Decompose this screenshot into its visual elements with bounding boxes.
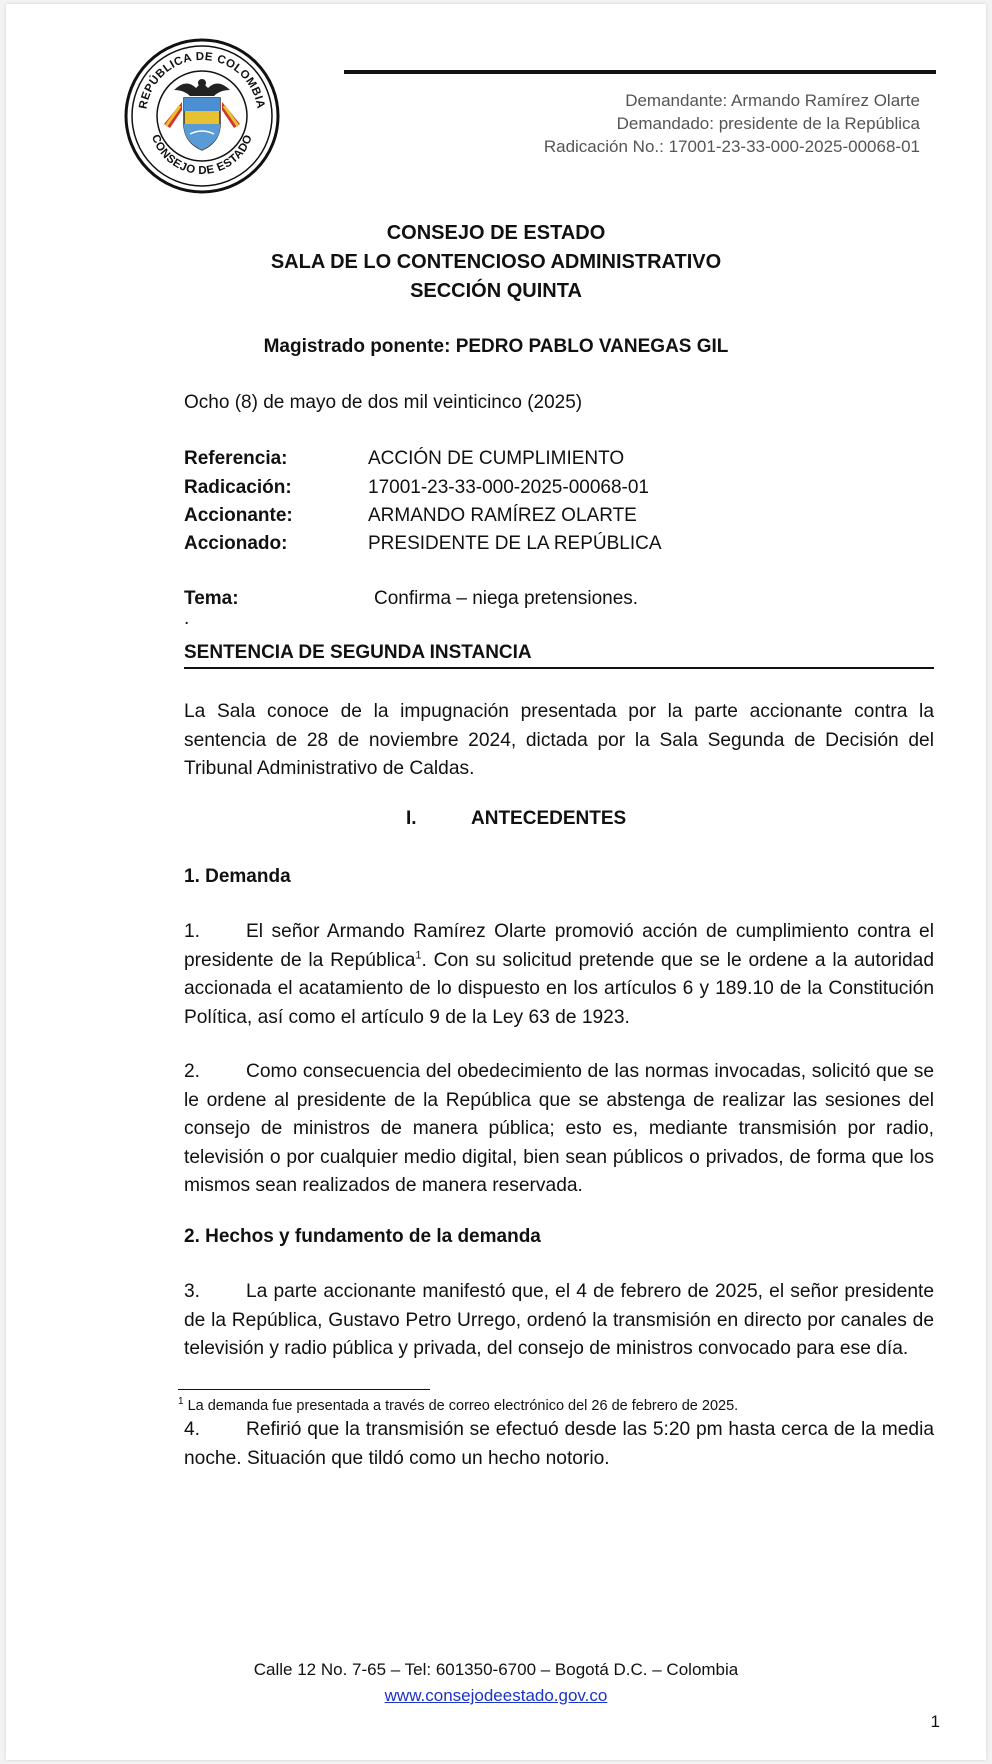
stray-dot: . bbox=[184, 608, 190, 629]
sentencia-title: SENTENCIA DE SEGUNDA INSTANCIA bbox=[184, 642, 532, 663]
tema-label: Tema: bbox=[184, 588, 239, 609]
radicacion-line: Radicación No.: 17001-23-33-000-2025-00068-01 bbox=[543, 137, 920, 156]
paragraph-2 bbox=[184, 1058, 934, 1201]
intro-paragraph: La Sala conoce de la impugnación presentada por la parte accionante contra la sentencia de 28 de noviembre 2024, dictada por la Sala Segunda de Decisión del Tribunal Administrativo de Caldas. bbox=[184, 701, 934, 779]
footer-address: Calle 12 No. 7-65 – Tel: 601350-6700 – Bogotá D.C. – Colombia bbox=[253, 1660, 739, 1679]
title-rule bbox=[184, 667, 934, 669]
document-page bbox=[6, 4, 986, 1760]
demanda-heading: 1. Demanda bbox=[184, 866, 291, 887]
paragraph-text: . Con su solicitud pretende que se le ordene a la autoridad accionada el acatamiento de lo dispuesto en los artículos 6 y 189.10 de la Constitución Política, así como el artículo 9 de la Ley 63 de 1923. bbox=[184, 949, 934, 1028]
paragraph-number: 4. bbox=[184, 1419, 201, 1440]
court-seccion: SECCIÓN QUINTA bbox=[410, 280, 582, 302]
paragraph-1 bbox=[184, 918, 934, 1032]
page-number: 1 bbox=[930, 1712, 940, 1731]
paragraph-text: La parte accionante manifestó que, el 4 de febrero de 2025, el señor presidente de la República, Gustavo Petro Urrego, ordenó la transmisión en directo por canales de televisión y radio pública y privada, del consejo de ministros convocado para ese día. bbox=[184, 1281, 934, 1359]
header-rule bbox=[344, 70, 936, 74]
document-date: Ocho (8) de mayo de dos mil veinticinco (2025) bbox=[184, 392, 583, 413]
paragraph-4 bbox=[184, 1416, 934, 1473]
reference-value: 17001-23-33-000-2025-00068-01 bbox=[368, 477, 650, 498]
paragraph-number: 3. bbox=[184, 1281, 201, 1302]
reference-value: ARMANDO RAMÍREZ OLARTE bbox=[368, 505, 637, 526]
reference-label: Accionado: bbox=[184, 533, 288, 554]
reference-label: Referencia: bbox=[184, 448, 288, 469]
paragraph-text: El señor Armando Ramírez Olarte promovió acción de cumplimiento contra el presidente de la República bbox=[184, 921, 934, 971]
reference-label: Radicación: bbox=[184, 477, 292, 498]
magistrado-ponente: Magistrado ponente: PEDRO PABLO VANEGAS GIL bbox=[263, 336, 729, 357]
svg-text:REPÚBLICA DE COLOMBIA: REPÚBLICA DE COLOMBIA bbox=[137, 50, 267, 110]
footnote bbox=[178, 1398, 738, 1414]
paragraph-3 bbox=[184, 1278, 934, 1364]
consejo-de-estado-seal bbox=[124, 38, 280, 194]
paragraph-number: 1. bbox=[184, 921, 201, 942]
paragraph-text: Refirió que la transmisión se efectuó desde las 5:20 pm hasta cerca de la media noche. Situación que tildó como un hecho notorio. bbox=[184, 1419, 934, 1469]
svg-text:CONSEJO DE ESTADO: CONSEJO DE ESTADO bbox=[149, 133, 256, 178]
footnote-number: 1 bbox=[178, 1396, 184, 1408]
antecedentes-numeral: I. bbox=[406, 808, 417, 829]
demandado-line: Demandado: presidente de la República bbox=[616, 114, 920, 133]
paragraph-text: Como consecuencia del obedecimiento de las normas invocadas, solicitó que se le ordene al presidente de la República que se abstenga de realizar las sesiones del consejo de ministros de manera pública; esto es, mediante transmisión por radio, televisión o por cualquier medio digital, bien sean públicos o privados, de forma que los mismos sean realizados de manera reservada. bbox=[184, 1061, 934, 1196]
paragraph-number: 2. bbox=[184, 1061, 201, 1082]
hechos-heading: 2. Hechos y fundamento de la demanda bbox=[184, 1226, 541, 1247]
footnote-ref[interactable]: 1 bbox=[415, 949, 422, 962]
website-link[interactable]: www.consejodeestado.gov.co bbox=[384, 1686, 608, 1705]
footer-website-wrap bbox=[0, 1686, 992, 1706]
demandante-line: Demandante: Armando Ramírez Olarte bbox=[625, 91, 920, 110]
footnote-rule bbox=[178, 1389, 430, 1390]
reference-value: PRESIDENTE DE LA REPÚBLICA bbox=[368, 533, 662, 554]
tema-value: Confirma – niega pretensiones. bbox=[374, 588, 639, 609]
case-header bbox=[544, 89, 920, 158]
antecedentes-title: ANTECEDENTES bbox=[471, 808, 627, 829]
reference-label: Accionante: bbox=[184, 505, 293, 526]
reference-value: ACCIÓN DE CUMPLIMIENTO bbox=[368, 448, 625, 469]
court-name: CONSEJO DE ESTADO bbox=[386, 222, 606, 244]
footnote-text: La demanda fue presentada a través de correo electrónico del 26 de febrero de 2025. bbox=[183, 1398, 739, 1414]
court-sala: SALA DE LO CONTENCIOSO ADMINISTRATIVO bbox=[270, 251, 722, 273]
